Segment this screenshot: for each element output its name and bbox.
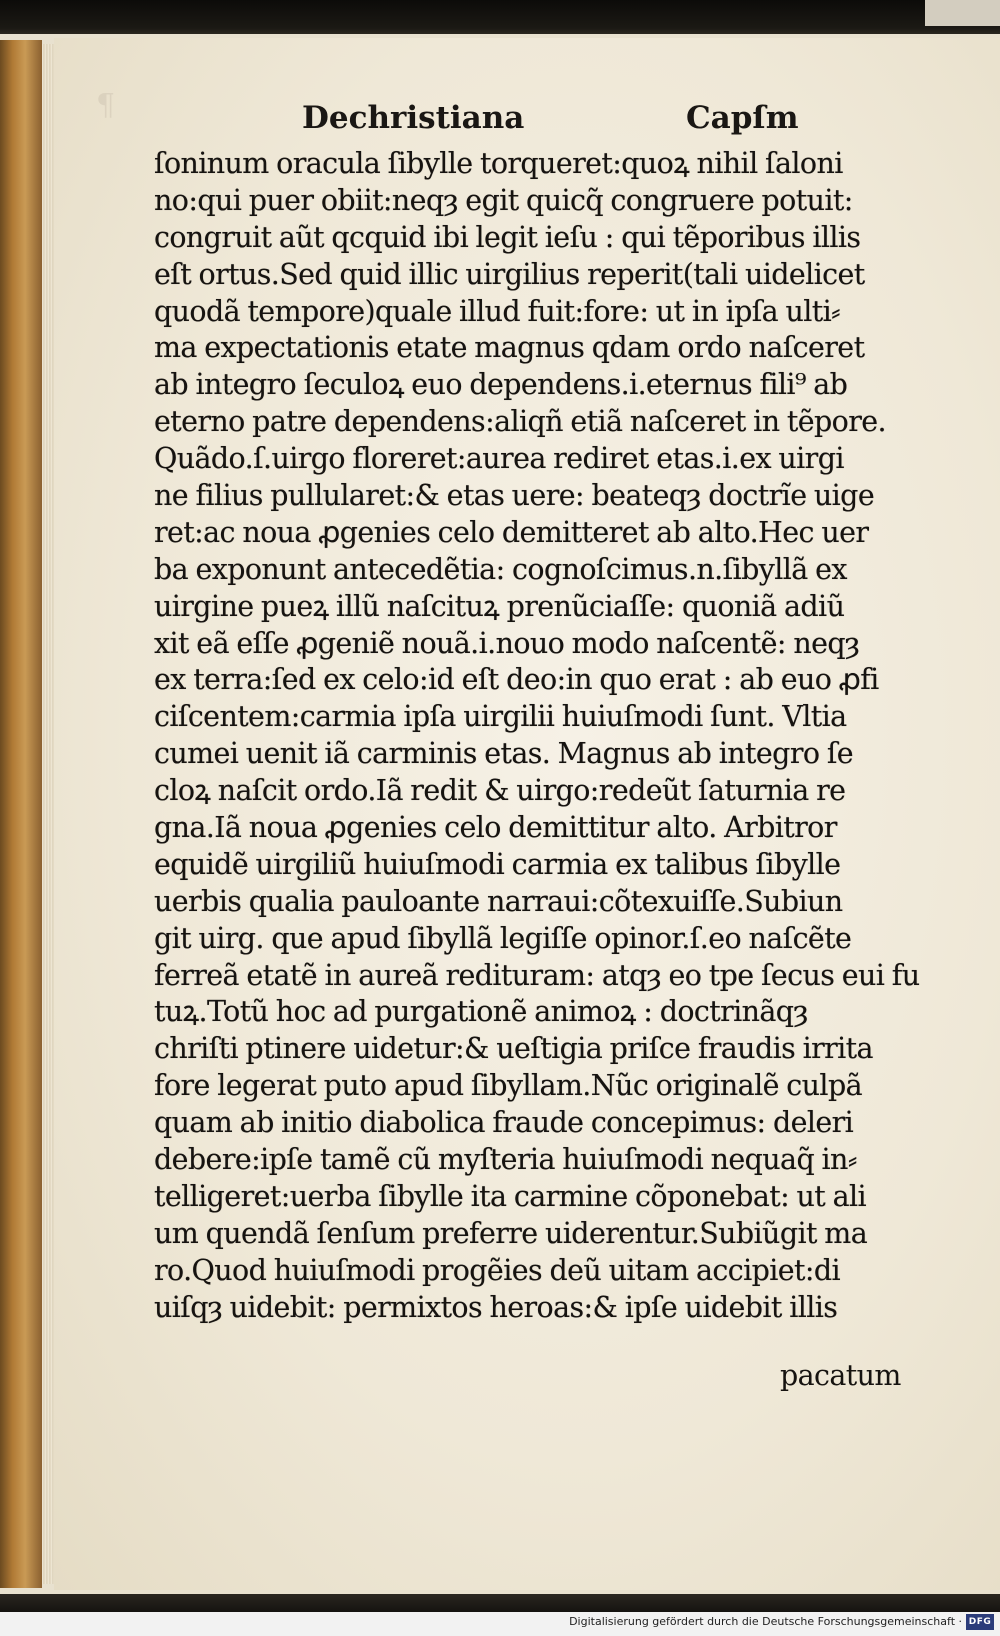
text-line: um quendã ſenſum preferre uiderentur.Subiũgit ma — [154, 1216, 868, 1250]
text-line: congruit aũt qcquid ibi legit ieſu : qui tẽporibus illis — [154, 220, 861, 254]
text-line: ciſcentem:carmia ipſa uirgilii huiuſmodi ſunt. Vltia — [154, 700, 847, 734]
dfg-logo-icon: DFG — [966, 1614, 994, 1630]
text-line: ſoninum oracula ſibylle torqueret:quoꝝ nihil ſaloni — [154, 147, 843, 180]
text-line: eterno patre dependens:aliqñ etiã naſceret in tẽpore. — [154, 405, 886, 439]
funding-credit: Digitalisierung gefördert durch die Deutsche Forschungsgemeinschaft · — [569, 1615, 962, 1628]
text-line: tuꝝ.Totũ hoc ad purgationẽ animoꝝ : doctrinãqȝ — [154, 995, 808, 1029]
catchword: pacatum — [780, 1359, 901, 1392]
text-line: ex terra:ſed ex celo:id eſt deo:in quo erat : ab euo ꝓfi — [154, 663, 879, 697]
text-line: eſt ortus.Sed quid illic uirgilius reperit(tali uidelicet — [154, 257, 865, 291]
adjacent-page-corner — [925, 0, 1000, 26]
text-line: ne filius pullularet:& etas uere: beateqȝ doctrĩe uige — [154, 479, 875, 513]
book-spine-edge — [0, 40, 42, 1588]
text-line: telligeret:uerba ſibylle ita carmine cõponebat: ut ali — [154, 1179, 867, 1213]
text-line: ret:ac noua ꝓgenies celo demitteret ab alto.Hec uer — [154, 515, 869, 549]
text-line: gna.Iã noua ꝓgenies celo demittitur alto. Arbitror — [154, 811, 837, 845]
text-line: ba exponunt antecedẽtia: cognoſcimus.n.ſibyllã ex — [154, 552, 847, 586]
running-head-left: Dechristiana — [302, 100, 525, 136]
text-line: Quãdo.ſ.uirgo floreret:aurea rediret etas.i.ex uirgi — [154, 442, 844, 476]
running-head-right: Capſm — [686, 100, 799, 136]
text-line: ferreã etatẽ in aureã redituram: atqȝ eo tpe ſecus eui fu — [154, 958, 920, 992]
text-line: uiſqȝ uidebit: permixtos heroas:& ipſe uidebit illis — [154, 1290, 838, 1324]
text-line: uerbis qualia pauloante narraui:cõtexuiſſe.Subiun — [154, 884, 843, 918]
text-line: debere:ipſe tamẽ cũ myſteria huiuſmodi nequaq̃ in⸗ — [154, 1143, 857, 1177]
text-line: no:qui puer obiit:neqȝ egit quicq̃ congruere potuit: — [154, 183, 853, 217]
text-line: git uirg. que apud ſibyllã legiſſe opinor.ſ.eo naſcẽte — [154, 921, 852, 955]
text-line: cloꝝ naſcit ordo.Iã redit & uirgo:redeũt ſaturnia re — [154, 774, 846, 808]
text-line: ro.Quod huiuſmodi progẽies deũ uitam accipiet:di — [154, 1253, 841, 1287]
show-through-text: ¶ — [96, 88, 116, 123]
body-text — [154, 146, 954, 1327]
text-line: ma expectationis etate magnus qdam ordo naſceret — [154, 331, 865, 365]
text-line: uirgine pueꝝ illũ naſcituꝝ prenũciaſſe: quoniã adiũ — [154, 589, 845, 623]
text-line: quodã tempore)quale illud fuit:fore: ut in ipſa ulti⸗ — [154, 294, 841, 328]
text-line: chriſti ptinere uidetur:& ueſtigia priſce fraudis irrita — [154, 1032, 873, 1066]
text-line: equidẽ uirgiliũ huiuſmodi carmia ex talibus ſibylle — [154, 847, 841, 881]
text-line: ab integro ſeculoꝝ euo dependens.i.eternus fili⁹ ab — [154, 368, 848, 402]
text-line: cumei uenit iã carminis etas. Magnus ab integro ſe — [154, 737, 854, 771]
text-line: fore legerat puto apud ſibyllam.Nũc originalẽ culpã — [154, 1069, 862, 1103]
page-edges — [42, 44, 54, 1584]
scanner-background-bottom — [0, 1594, 1000, 1612]
text-line: xit eã eſſe ꝓgeniẽ nouã.i.nouo modo naſcentẽ: neqȝ — [154, 626, 860, 660]
text-line: quam ab initio diabolica fraude concepimus: deleri — [154, 1106, 854, 1140]
